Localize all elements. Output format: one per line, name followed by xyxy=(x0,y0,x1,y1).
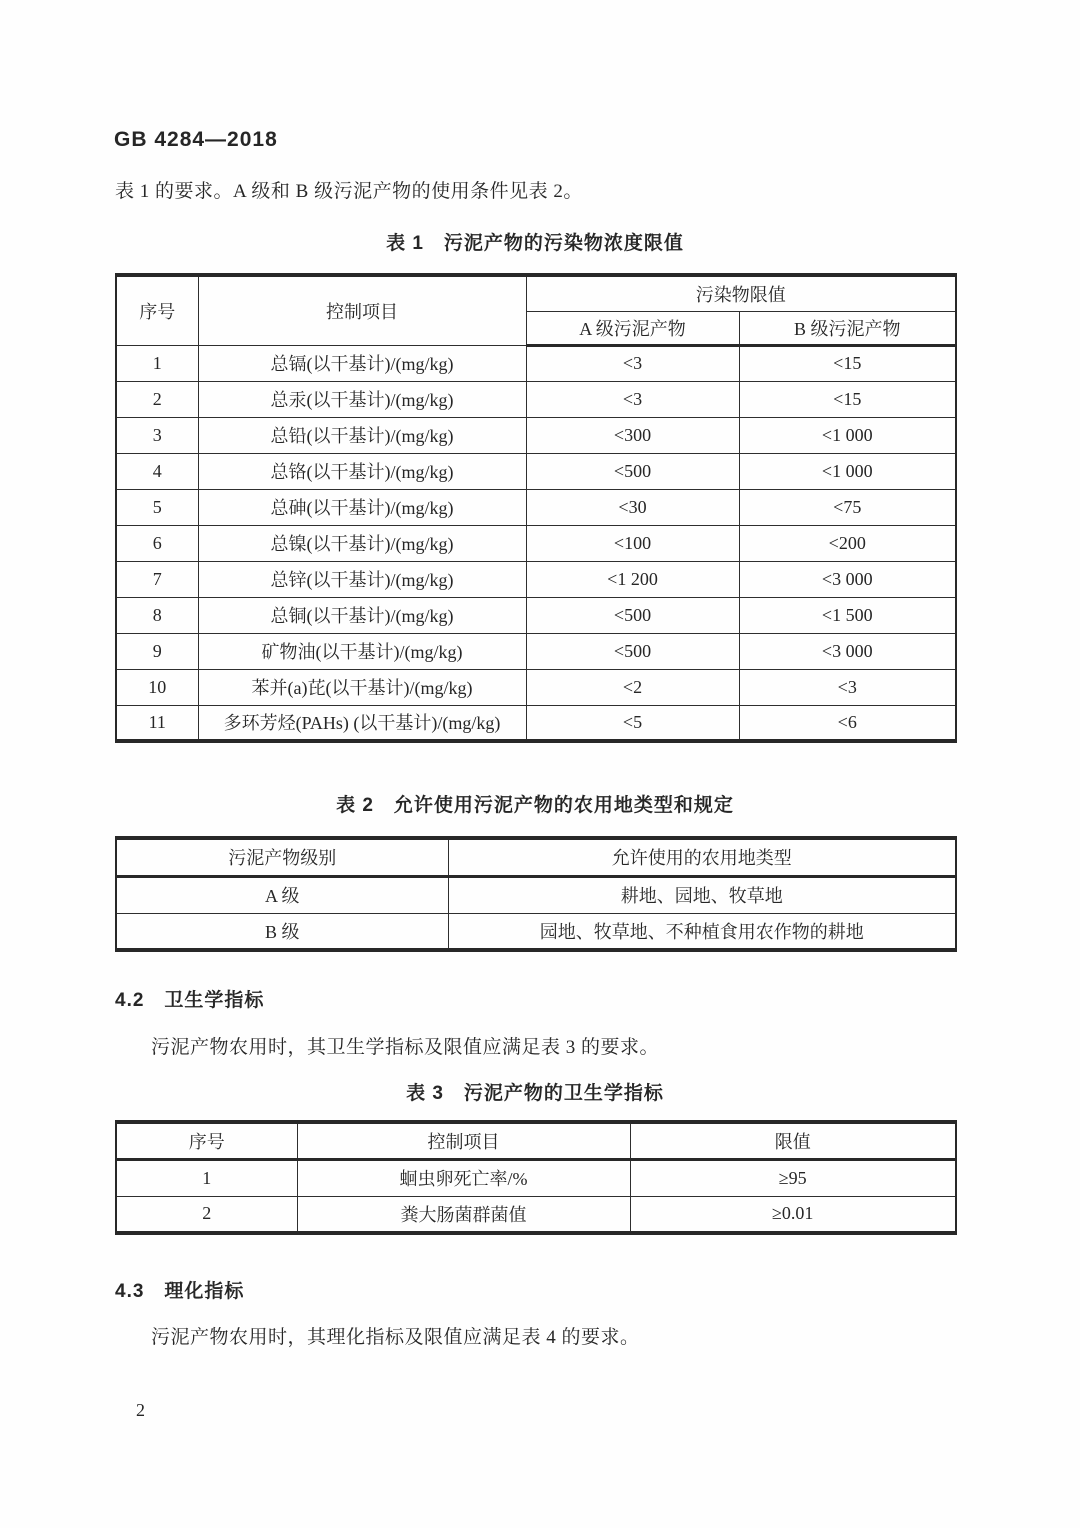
table3-title: 表 3 污泥产物的卫生学指标 xyxy=(406,1083,664,1104)
table2-body xyxy=(116,876,956,950)
cell-item: 总铜(以干基计)/(mg/kg) xyxy=(198,597,526,633)
cell-no: 3 xyxy=(116,417,198,453)
table-row xyxy=(116,345,956,381)
cell-no: 6 xyxy=(116,525,198,561)
table1-body xyxy=(116,345,956,741)
cell-limit: ≥0.01 xyxy=(630,1196,956,1233)
table1-col-item: 控制项目 xyxy=(198,275,526,345)
table-row xyxy=(116,417,956,453)
table3-header xyxy=(116,1122,956,1159)
cell-limit-a: <500 xyxy=(526,453,739,489)
cell-no: 1 xyxy=(116,1159,297,1196)
table1-col-grade-b: B 级污泥产物 xyxy=(739,311,956,345)
section-4-3-body: 污泥产物农用时，其理化指标及限值应满足表 4 的要求。 xyxy=(151,1327,640,1348)
cell-limit-a: <500 xyxy=(526,597,739,633)
table-row xyxy=(116,561,956,597)
cell-limit-a: <30 xyxy=(526,489,739,525)
cell-limit-b: <15 xyxy=(739,345,956,381)
table-row xyxy=(116,876,956,913)
table-row xyxy=(116,1159,956,1196)
cell-level: A 级 xyxy=(116,876,448,913)
cell-item: 总铅(以干基计)/(mg/kg) xyxy=(198,417,526,453)
table-row xyxy=(116,381,956,417)
table3-col-item: 控制项目 xyxy=(297,1122,630,1159)
table2-header-row xyxy=(116,838,956,876)
cell-no: 7 xyxy=(116,561,198,597)
table3-hygiene-indicators xyxy=(115,1120,957,1235)
cell-limit-b: <1 500 xyxy=(739,597,956,633)
cell-item: 总汞(以干基计)/(mg/kg) xyxy=(198,381,526,417)
section-4-2-body: 污泥产物农用时，其卫生学指标及限值应满足表 3 的要求。 xyxy=(151,1037,660,1058)
cell-no: 11 xyxy=(116,705,198,741)
cell-no: 2 xyxy=(116,381,198,417)
cell-no: 1 xyxy=(116,345,198,381)
table3-body xyxy=(116,1159,956,1233)
page-number: 2 xyxy=(136,1400,145,1420)
table1-col-limit-group: 污染物限值 xyxy=(526,275,956,311)
table-row xyxy=(116,453,956,489)
table1-title: 表 1 污泥产物的污染物浓度限值 xyxy=(386,233,684,254)
cell-limit-b: <1 000 xyxy=(739,453,956,489)
table-row xyxy=(116,525,956,561)
cell-limit-a: <500 xyxy=(526,633,739,669)
table2-title: 表 2 允许使用污泥产物的农用地类型和规定 xyxy=(336,795,734,816)
table2-header xyxy=(116,838,956,876)
cell-no: 5 xyxy=(116,489,198,525)
cell-level: B 级 xyxy=(116,913,448,950)
cell-limit-a: <100 xyxy=(526,525,739,561)
cell-limit-b: <200 xyxy=(739,525,956,561)
table-row xyxy=(116,1196,956,1233)
standard-number: GB 4284—2018 xyxy=(114,128,278,151)
table-row xyxy=(116,705,956,741)
cell-item: 蛔虫卵死亡率/% xyxy=(297,1159,630,1196)
cell-limit-b: <3 000 xyxy=(739,561,956,597)
table-row xyxy=(116,913,956,950)
cell-limit-b: <1 000 xyxy=(739,417,956,453)
table2-col-type: 允许使用的农用地类型 xyxy=(448,838,956,876)
table3-col-no: 序号 xyxy=(116,1122,297,1159)
cell-item: 多环芳烃(PAHs) (以干基计)/(mg/kg) xyxy=(198,705,526,741)
cell-item: 总铬(以干基计)/(mg/kg) xyxy=(198,453,526,489)
table1-col-no: 序号 xyxy=(116,275,198,345)
section-4-3-heading: 4.3 理化指标 xyxy=(115,1281,245,1302)
table1-header xyxy=(116,275,956,345)
cell-limit-a: <3 xyxy=(526,381,739,417)
cell-item: 苯并(a)芘(以干基计)/(mg/kg) xyxy=(198,669,526,705)
cell-item: 总砷(以干基计)/(mg/kg) xyxy=(198,489,526,525)
table3-col-limit: 限值 xyxy=(630,1122,956,1159)
table-row xyxy=(116,597,956,633)
table-row xyxy=(116,633,956,669)
cell-limit-a: <5 xyxy=(526,705,739,741)
cell-type: 耕地、园地、牧草地 xyxy=(448,876,956,913)
cell-limit-a: <300 xyxy=(526,417,739,453)
table2-col-level: 污泥产物级别 xyxy=(116,838,448,876)
table1-header-row-group xyxy=(116,275,956,311)
cell-no: 4 xyxy=(116,453,198,489)
cell-limit-a: <2 xyxy=(526,669,739,705)
cell-limit-a: <1 200 xyxy=(526,561,739,597)
cell-type: 园地、牧草地、不种植食用农作物的耕地 xyxy=(448,913,956,950)
table1-pollutant-limits xyxy=(115,273,957,743)
cell-limit-b: <3 000 xyxy=(739,633,956,669)
cell-item: 总镍(以干基计)/(mg/kg) xyxy=(198,525,526,561)
cell-limit-b: <6 xyxy=(739,705,956,741)
section-4-2-heading: 4.2 卫生学指标 xyxy=(115,990,265,1011)
cell-limit-b: <75 xyxy=(739,489,956,525)
cell-limit-a: <3 xyxy=(526,345,739,381)
table-row xyxy=(116,669,956,705)
intro-paragraph: 表 1 的要求。A 级和 B 级污泥产物的使用条件见表 2。 xyxy=(115,181,583,202)
cell-item: 矿物油(以干基计)/(mg/kg) xyxy=(198,633,526,669)
cell-no: 8 xyxy=(116,597,198,633)
cell-no: 10 xyxy=(116,669,198,705)
table-row xyxy=(116,489,956,525)
cell-limit-b: <3 xyxy=(739,669,956,705)
cell-item: 粪大肠菌群菌值 xyxy=(297,1196,630,1233)
table1-col-grade-a: A 级污泥产物 xyxy=(526,311,739,345)
cell-item: 总镉(以干基计)/(mg/kg) xyxy=(198,345,526,381)
table2-land-types xyxy=(115,836,957,952)
cell-limit-b: <15 xyxy=(739,381,956,417)
table3-header-row xyxy=(116,1122,956,1159)
cell-item: 总锌(以干基计)/(mg/kg) xyxy=(198,561,526,597)
cell-no: 2 xyxy=(116,1196,297,1233)
cell-limit: ≥95 xyxy=(630,1159,956,1196)
cell-no: 9 xyxy=(116,633,198,669)
